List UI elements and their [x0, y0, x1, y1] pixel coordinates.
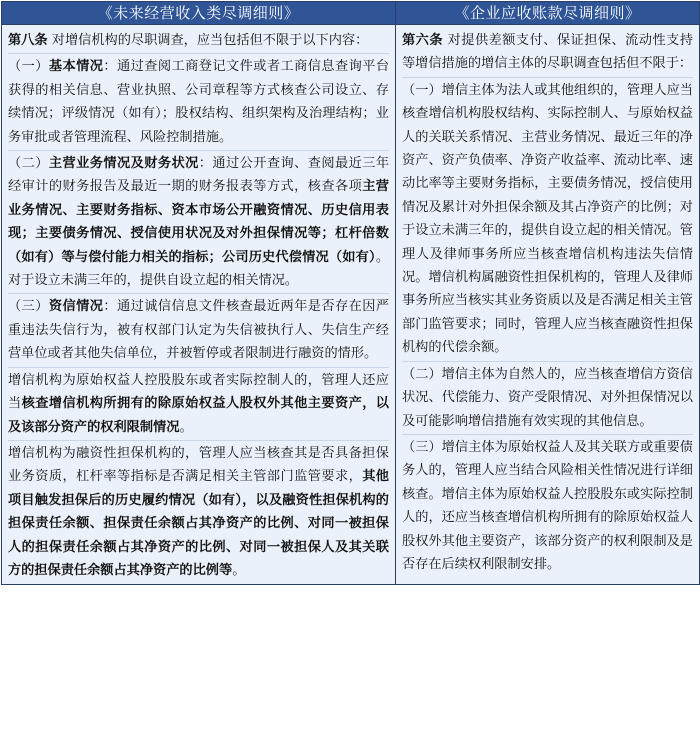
bold-text-run: 其他项目触发担保后的历史履约情况（如有），以及融资性担保机构的担保责任余额、担保责任余额占其净资产的比例、对同一被担保人的担保责任余额占其净资产的比例、对同一被担保人及其关联方的担保责任余额占其净资产的比例等: [8, 469, 389, 578]
text-run: 对增信机构的尽职调查，应当包括但不限于以下内容：: [47, 33, 369, 48]
text-run: （一）: [8, 59, 49, 75]
bold-text-run: 第六条: [402, 33, 443, 48]
right-paragraph: [402, 29, 693, 78]
text-run: 。: [232, 562, 246, 578]
text-run: 增信机构为融资性担保机构的，管理人应当核查其是否具备担保业务资质，杠杆率等指标是否满足相关主管部门监管要求，: [8, 445, 389, 485]
text-run: （三）: [8, 299, 49, 315]
bold-text-run: 资信情况: [48, 299, 104, 315]
left-paragraphs: [2, 25, 395, 583]
text-run: 对提供差额支付、保证担保、流动性支持等增信措施的增信主体的尽职调查包括但不限于：: [402, 33, 694, 72]
left-column-body: [2, 25, 396, 585]
text-run: 增信机构为原始权益人控股股东或者实际控制人的，管理人还应当: [8, 372, 389, 412]
left-paragraph: [8, 369, 389, 441]
right-paragraphs: [396, 25, 699, 577]
left-paragraph: [8, 442, 389, 583]
right-column-body: [396, 25, 700, 585]
left-paragraph: [8, 295, 389, 367]
text-run: ：通过公开查询、查阅最近三年经审计的财务报告及最近一期的财务报表等方式，核查各项: [8, 156, 390, 195]
text-run: ：通过诚信信息文件核查最近两年是否存在因严重违法失信行为，被有权部门认定为失信被执行人、失信生产经营单位或者其他失信单位，并被暂停或者限制进行融资的情形。: [8, 299, 390, 362]
left-paragraph: [8, 152, 389, 294]
text-run: （二）: [8, 156, 49, 172]
comparison-table: [1, 1, 700, 585]
bold-text-run: 核查增信机构所拥有的除原始权益人股权外其他主要资产，以及该部分资产的权利限制情况: [8, 396, 389, 435]
left-column-title: 《未来经营收入类尽调细则》: [2, 2, 396, 25]
text-run: （一）增信主体为法人或其他组织的，管理人应当核查增信机构股权结构、实际控制人、与原始权益人的关联关系情况、主营业务情况、最近三年的净资产、资产负债率、净资产收益率、流动比率、速动比率等主要财务指标，主要债务情况，授信使用情况及累计对外担保余额及其占净资产的比例；对于设立未满三年的，提供自设立起的相关情况。管理人及律师事务所应当核查增信机构违法失信情况。增信机构属融资性担保机构的，管理人及律师事务所应当核实其业务资质以及是否满足相关主管部门监管要求；同时，管理人应当核查融资性担保机构的代偿余额。: [402, 82, 693, 356]
left-paragraph: [8, 29, 389, 54]
text-run: （二）增信主体为自然人的，应当核查增信方资信状况、代偿能力、资产受限情况、对外担保情况以及可能影响增信措施有效实现的其他信息。: [402, 366, 693, 429]
left-paragraph: [8, 55, 389, 151]
text-run: 。: [179, 419, 193, 435]
right-paragraph: [402, 436, 693, 577]
bold-text-run: 第八条: [8, 33, 48, 48]
bold-text-run: 基本情况: [48, 59, 104, 75]
text-run: ：通过查阅工商登记文件或者工商信息查询平台获得的相关信息、营业执照、公司章程等方式核查公司设立、存续情况；评级情况（如有）；股权结构、组织架构及治理结构；业务审批或者管理流程、风险控制措施。: [8, 59, 390, 145]
text-run: （三）增信主体为原始权益人及其关联方或重要债务人的，管理人应当结合风险相关性情况进行详细核查。增信主体为原始权益人控股股东或实际控制人的，还应当核查增信机构所拥有的除原始权益人股权外其他主要资产，该部分资产的权利限制及是否存在后续权利限制安排。: [402, 439, 693, 572]
comparison-table-wrapper: [1, 1, 699, 585]
bold-text-run: 主营业务情况及财务状况: [48, 156, 199, 172]
right-paragraph: [402, 79, 693, 362]
right-column-title: 《企业应收账款尽调细则》: [396, 2, 700, 25]
bold-text-run: 主营业务情况、主要财务指标、资本市场公开融资情况、历史信用表现；主要债务情况、授信使用状况及对外担保情况等；杠杆倍数（如有）等与偿付能力相关的指标；公司历史代偿情况（如有）: [8, 179, 389, 265]
right-paragraph: [402, 363, 693, 435]
text-run: 。对于设立未满三年的，提供自设立起的相关情况。: [8, 249, 389, 289]
